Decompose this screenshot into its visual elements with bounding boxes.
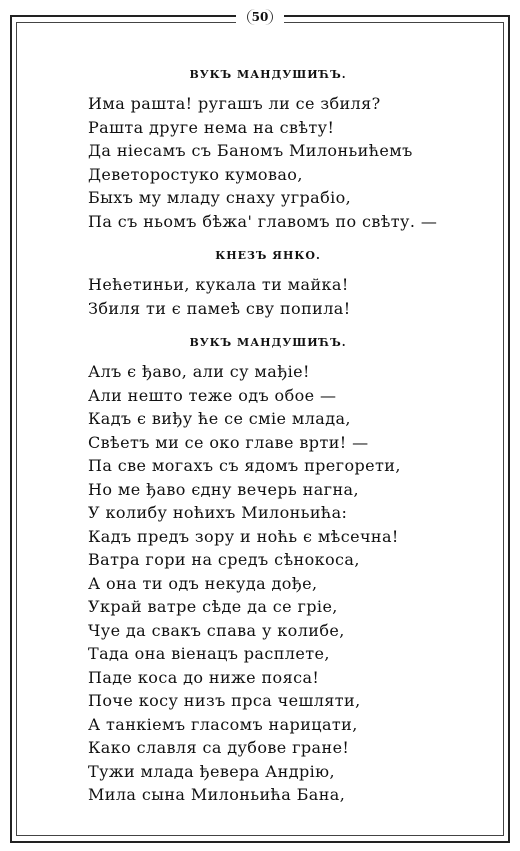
verse-line: Рашта друге нема на свѣту! (88, 117, 335, 137)
verse-line: Украй ватре сѣде да се грiе, (88, 597, 338, 616)
verse-line: Кадъ предъ зору и ноћь є мѣсечна! (88, 526, 399, 546)
verse-block (88, 92, 448, 233)
verse-line: Како славля са дубове гране! (88, 738, 350, 757)
verse-line: Поче косу низъ прса чешляти, (88, 691, 361, 710)
verse-line: А она ти одъ некуда дође, (88, 573, 318, 593)
verse-line: Алъ є ђаво, али су мађiе! (88, 362, 310, 381)
verse-line: Мила сына Милоньића Бана, (88, 785, 346, 804)
verse-line: Збиля ти є памеѣ сву попила! (88, 298, 351, 318)
verse-line: У колибу ноћихъ Милоньића: (88, 503, 348, 522)
verse-line: Чуе да свакъ спава у колибе, (88, 620, 345, 640)
verse-line: Ватра гори на средъ сѣнокоса, (88, 550, 360, 569)
verse-line: Деветоростуко кумовао, (88, 164, 303, 184)
verse-line: Па све могахъ съ ядомъ прегорети, (88, 456, 401, 475)
verse-line: Быхъ му младу снаху уграбiо, (88, 188, 352, 207)
verse-line: Има рашта! ругашъ ли се збиля? (88, 94, 381, 113)
speaker-heading: ВУКЪ МАНДУШИЋЪ. (189, 68, 347, 81)
verse-content (88, 60, 448, 819)
speaker-heading: ВУКЪ МАНДУШИЋЪ. (189, 336, 347, 349)
verse-line: Али нешто теже одъ обое — (88, 385, 337, 405)
verse-line: Кадъ є виђу ће се смiе млада, (88, 409, 351, 428)
speaker-heading: КНЕЗЪ ЯНКО. (215, 249, 321, 262)
page-number-text: 50 (247, 9, 274, 25)
verse-block (88, 360, 448, 807)
verse-line: Тада она вiенацъ расплете, (88, 644, 330, 663)
verse-line: Но ме ђаво єдну вечерь нагна, (88, 479, 359, 499)
verse-line: Тужи млада ђевера Андрiю, (88, 761, 335, 781)
page-number (236, 6, 284, 28)
verse-line: Паде коса до ниже пояса! (88, 667, 320, 687)
verse-line: А танкiемъ гласомъ нарицати, (88, 714, 358, 734)
verse-line: Да нiесамъ съ Баномъ Милоньићемъ (88, 141, 413, 160)
verse-line: Па съ ньомъ бѣжа' главомъ по свѣту. — (88, 211, 438, 231)
verse-line: Нећетиньи, кукала ти майка! (88, 275, 349, 294)
verse-block (88, 273, 448, 320)
verse-line: Свѣетъ ми се око главе врти! — (88, 432, 369, 452)
